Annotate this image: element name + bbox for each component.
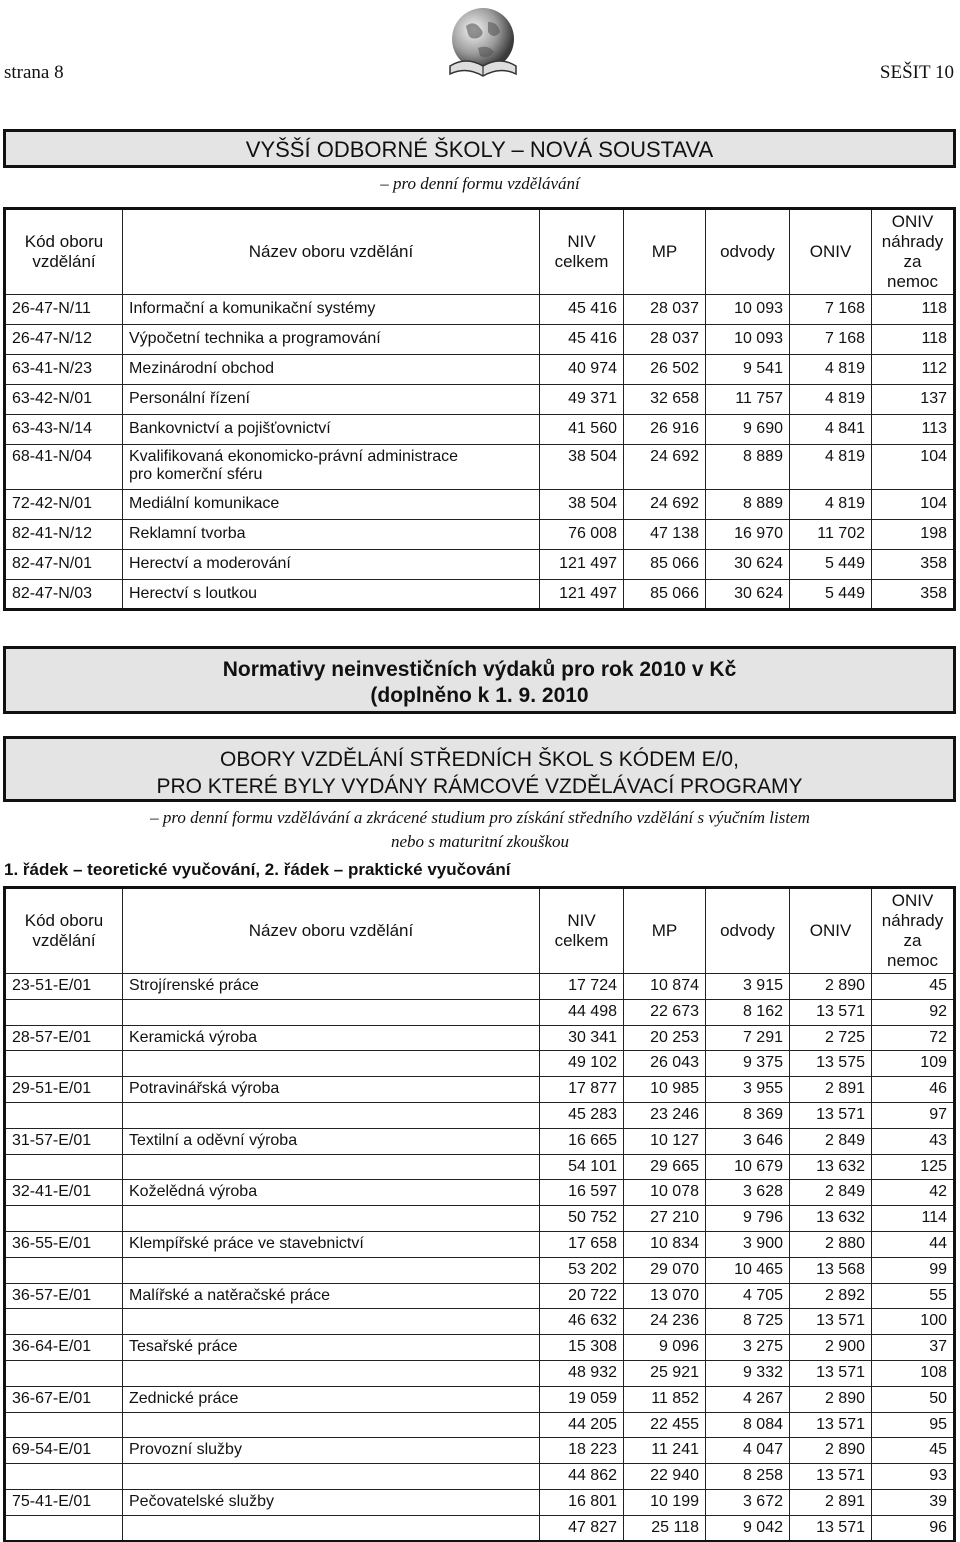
cell-odvody: 9 690 xyxy=(706,415,790,445)
cell-oniv: 5 449 xyxy=(790,580,872,610)
cell-oniv-nahrady: 72 xyxy=(872,1025,955,1051)
cell-oniv-nahrady: 37 xyxy=(872,1335,955,1361)
table-row xyxy=(5,580,955,610)
cell-niv: 53 202 xyxy=(540,1257,624,1283)
cell-name: Bankovnictví a pojišťovnictví xyxy=(123,415,540,445)
cell-name: Mezinárodní obchod xyxy=(123,355,540,385)
cell-oniv: 2 890 xyxy=(790,974,872,1000)
cell-mp: 28 037 xyxy=(624,295,706,325)
table-row xyxy=(5,295,955,325)
table-row xyxy=(5,1489,955,1515)
cell-niv: 16 801 xyxy=(540,1489,624,1515)
cell-code: 23-51-E/01 xyxy=(5,974,123,1000)
table-row xyxy=(5,1257,955,1283)
cell-mp: 25 118 xyxy=(624,1515,706,1541)
cell-name xyxy=(123,1360,540,1386)
cell-odvody: 3 646 xyxy=(706,1128,790,1154)
cell-odvody: 10 093 xyxy=(706,295,790,325)
cell-name: Výpočetní technika a programování xyxy=(123,325,540,355)
cell-oniv-nahrady: 99 xyxy=(872,1257,955,1283)
cell-niv: 18 223 xyxy=(540,1438,624,1464)
cell-niv: 121 497 xyxy=(540,580,624,610)
cell-code: 63-42-N/01 xyxy=(5,385,123,415)
cell-mp: 32 658 xyxy=(624,385,706,415)
cell-name: Herectví s loutkou xyxy=(123,580,540,610)
cell-oniv-nahrady: 95 xyxy=(872,1412,955,1438)
cell-mp: 10 874 xyxy=(624,974,706,1000)
cell-niv: 41 560 xyxy=(540,415,624,445)
cell-code: 36-55-E/01 xyxy=(5,1231,123,1257)
cell-odvody: 4 047 xyxy=(706,1438,790,1464)
cell-oniv: 2 900 xyxy=(790,1335,872,1361)
cell-niv: 20 722 xyxy=(540,1283,624,1309)
cell-code xyxy=(5,1360,123,1386)
cell-mp: 10 127 xyxy=(624,1128,706,1154)
cell-mp: 22 940 xyxy=(624,1464,706,1490)
vos-normative-table xyxy=(3,207,956,611)
cell-mp: 85 066 xyxy=(624,580,706,610)
cell-oniv: 13 632 xyxy=(790,1154,872,1180)
table-row xyxy=(5,415,955,445)
cell-code: 72-42-N/01 xyxy=(5,490,123,520)
cell-mp: 24 692 xyxy=(624,490,706,520)
cell-oniv: 7 168 xyxy=(790,295,872,325)
cell-name: Kvalifikovaná ekonomicko-právní administrace pro komerční sféru xyxy=(123,445,540,490)
cell-code: 75-41-E/01 xyxy=(5,1489,123,1515)
cell-odvody: 8 162 xyxy=(706,999,790,1025)
cell-name: Zednické práce xyxy=(123,1386,540,1412)
cell-mp: 10 078 xyxy=(624,1180,706,1206)
cell-name: Reklamní tvorba xyxy=(123,520,540,550)
cell-code: 69-54-E/01 xyxy=(5,1438,123,1464)
cell-mp: 24 692 xyxy=(624,445,706,490)
cell-niv: 76 008 xyxy=(540,520,624,550)
cell-oniv: 13 571 xyxy=(790,1360,872,1386)
cell-code xyxy=(5,1412,123,1438)
cell-mp: 11 852 xyxy=(624,1386,706,1412)
cell-oniv: 13 571 xyxy=(790,1464,872,1490)
cell-odvody: 30 624 xyxy=(706,580,790,610)
table-row xyxy=(5,1335,955,1361)
cell-mp: 25 921 xyxy=(624,1360,706,1386)
cell-code xyxy=(5,1051,123,1077)
table-row xyxy=(5,550,955,580)
cell-name: Malířské a natěračské práce xyxy=(123,1283,540,1309)
cell-odvody: 9 375 xyxy=(706,1051,790,1077)
table-row xyxy=(5,1283,955,1309)
cell-oniv-nahrady: 96 xyxy=(872,1515,955,1541)
cell-name: Potravinářská výroba xyxy=(123,1077,540,1103)
col-header-odvody: odvody xyxy=(706,888,790,974)
table-row xyxy=(5,1464,955,1490)
cell-odvody: 10 465 xyxy=(706,1257,790,1283)
cell-mp: 10 199 xyxy=(624,1489,706,1515)
section-subtitle-e0-line2: nebo s maturitní zkouškou xyxy=(390,832,570,851)
cell-niv: 16 665 xyxy=(540,1128,624,1154)
cell-name xyxy=(123,1154,540,1180)
cell-code xyxy=(5,1154,123,1180)
cell-oniv-nahrady: 137 xyxy=(872,385,955,415)
cell-mp: 22 455 xyxy=(624,1412,706,1438)
table-row xyxy=(5,520,955,550)
page-number: strana 8 xyxy=(4,62,64,83)
cell-niv: 45 416 xyxy=(540,295,624,325)
col-header-odvody: odvody xyxy=(706,209,790,295)
cell-odvody: 8 258 xyxy=(706,1464,790,1490)
table-row xyxy=(5,1386,955,1412)
cell-name xyxy=(123,1206,540,1232)
col-header-oniv-nahrady: ONIV náhrady za nemoc xyxy=(872,209,955,295)
cell-code: 36-64-E/01 xyxy=(5,1335,123,1361)
cell-odvody: 9 042 xyxy=(706,1515,790,1541)
cell-mp: 47 138 xyxy=(624,520,706,550)
col-header-mp: MP xyxy=(624,209,706,295)
cell-oniv-nahrady: 93 xyxy=(872,1464,955,1490)
section-title-e0-line1: OBORY VZDĚLÁNÍ STŘEDNÍCH ŠKOL S KÓDEM E/0, xyxy=(220,748,739,771)
cell-oniv-nahrady: 104 xyxy=(872,490,955,520)
cell-oniv: 13 571 xyxy=(790,1515,872,1541)
table-row xyxy=(5,445,955,490)
cell-niv: 46 632 xyxy=(540,1309,624,1335)
section-title-e0-line2: PRO KTERÉ BYLY VYDÁNY RÁMCOVÉ VZDĚLÁVACÍ PROGRAMY xyxy=(156,775,803,798)
cell-oniv: 2 891 xyxy=(790,1077,872,1103)
cell-oniv-nahrady: 358 xyxy=(872,550,955,580)
cell-code xyxy=(5,1309,123,1335)
cell-mp: 10 834 xyxy=(624,1231,706,1257)
cell-niv: 38 504 xyxy=(540,445,624,490)
cell-mp: 22 673 xyxy=(624,999,706,1025)
cell-odvody: 9 796 xyxy=(706,1206,790,1232)
table-row xyxy=(5,355,955,385)
cell-name: Provozní služby xyxy=(123,1438,540,1464)
cell-odvody: 8 369 xyxy=(706,1102,790,1128)
col-header-niv: NIV celkem xyxy=(540,209,624,295)
cell-oniv-nahrady: 114 xyxy=(872,1206,955,1232)
cell-oniv: 2 725 xyxy=(790,1025,872,1051)
cell-mp: 23 246 xyxy=(624,1102,706,1128)
cell-odvody: 9 332 xyxy=(706,1360,790,1386)
cell-mp: 24 236 xyxy=(624,1309,706,1335)
cell-code xyxy=(5,1515,123,1541)
cell-mp: 26 502 xyxy=(624,355,706,385)
table-row xyxy=(5,1180,955,1206)
cell-mp: 27 210 xyxy=(624,1206,706,1232)
cell-code xyxy=(5,1464,123,1490)
cell-niv: 45 283 xyxy=(540,1102,624,1128)
cell-code: 31-57-E/01 xyxy=(5,1128,123,1154)
table-row xyxy=(5,1360,955,1386)
cell-code: 36-67-E/01 xyxy=(5,1386,123,1412)
cell-odvody: 3 275 xyxy=(706,1335,790,1361)
table-row xyxy=(5,1154,955,1180)
col-header-oniv: ONIV xyxy=(790,888,872,974)
col-header-name: Název oboru vzdělání xyxy=(123,888,540,974)
cell-odvody: 8 889 xyxy=(706,490,790,520)
section-title-vos: VYŠŠÍ ODBORNÉ ŠKOLY – NOVÁ SOUSTAVA xyxy=(3,129,956,168)
cell-name: Klempířské práce ve stavebnictví xyxy=(123,1231,540,1257)
table-row xyxy=(5,1051,955,1077)
cell-niv: 44 862 xyxy=(540,1464,624,1490)
cell-code: 36-57-E/01 xyxy=(5,1283,123,1309)
cell-oniv: 5 449 xyxy=(790,550,872,580)
cell-oniv: 4 819 xyxy=(790,445,872,490)
cell-niv: 17 877 xyxy=(540,1077,624,1103)
cell-oniv: 2 892 xyxy=(790,1283,872,1309)
cell-oniv-nahrady: 44 xyxy=(872,1231,955,1257)
col-header-name: Název oboru vzdělání xyxy=(123,209,540,295)
section-title-e0 xyxy=(3,736,956,802)
cell-niv: 45 416 xyxy=(540,325,624,355)
table-row xyxy=(5,1102,955,1128)
cell-oniv-nahrady: 358 xyxy=(872,580,955,610)
cell-code xyxy=(5,1257,123,1283)
cell-oniv: 13 575 xyxy=(790,1051,872,1077)
cell-name xyxy=(123,999,540,1025)
cell-code: 82-47-N/03 xyxy=(5,580,123,610)
cell-name xyxy=(123,1464,540,1490)
cell-code: 26-47-N/11 xyxy=(5,295,123,325)
cell-oniv: 4 819 xyxy=(790,490,872,520)
cell-niv: 44 205 xyxy=(540,1412,624,1438)
cell-code: 29-51-E/01 xyxy=(5,1077,123,1103)
normativy-title: Normativy neinvestičních výdaků pro rok 2010 v Kč xyxy=(222,658,737,681)
row-info-note: 1. řádek – teoretické vyučování, 2. řádek – praktické vyučování xyxy=(4,860,511,879)
cell-odvody: 3 900 xyxy=(706,1231,790,1257)
cell-name: Koželědná výroba xyxy=(123,1180,540,1206)
cell-oniv-nahrady: 55 xyxy=(872,1283,955,1309)
cell-code: 82-47-N/01 xyxy=(5,550,123,580)
cell-code: 68-41-N/04 xyxy=(5,445,123,490)
table-row xyxy=(5,974,955,1000)
cell-code xyxy=(5,1206,123,1232)
cell-oniv: 4 819 xyxy=(790,355,872,385)
cell-odvody: 3 955 xyxy=(706,1077,790,1103)
table-row xyxy=(5,490,955,520)
cell-mp: 29 070 xyxy=(624,1257,706,1283)
col-header-niv: NIV celkem xyxy=(540,888,624,974)
cell-oniv: 2 890 xyxy=(790,1386,872,1412)
cell-mp: 26 916 xyxy=(624,415,706,445)
cell-odvody: 9 541 xyxy=(706,355,790,385)
cell-niv: 30 341 xyxy=(540,1025,624,1051)
cell-oniv: 2 849 xyxy=(790,1128,872,1154)
cell-mp: 28 037 xyxy=(624,325,706,355)
cell-oniv-nahrady: 45 xyxy=(872,974,955,1000)
cell-oniv-nahrady: 112 xyxy=(872,355,955,385)
cell-name: Mediální komunikace xyxy=(123,490,540,520)
cell-niv: 49 371 xyxy=(540,385,624,415)
cell-odvody: 3 915 xyxy=(706,974,790,1000)
table-row xyxy=(5,1309,955,1335)
table-row xyxy=(5,1206,955,1232)
cell-oniv-nahrady: 109 xyxy=(872,1051,955,1077)
cell-oniv: 13 571 xyxy=(790,1412,872,1438)
section-subtitle-e0 xyxy=(0,806,960,854)
cell-niv: 15 308 xyxy=(540,1335,624,1361)
cell-odvody: 8 084 xyxy=(706,1412,790,1438)
cell-oniv-nahrady: 113 xyxy=(872,415,955,445)
table-row xyxy=(5,1515,955,1541)
cell-oniv-nahrady: 97 xyxy=(872,1102,955,1128)
cell-name: Pečovatelské služby xyxy=(123,1489,540,1515)
cell-oniv: 2 880 xyxy=(790,1231,872,1257)
cell-oniv: 4 841 xyxy=(790,415,872,445)
cell-niv: 44 498 xyxy=(540,999,624,1025)
cell-name xyxy=(123,1051,540,1077)
cell-oniv: 13 568 xyxy=(790,1257,872,1283)
cell-name: Keramická výroba xyxy=(123,1025,540,1051)
section-subtitle-vos: – pro denní formu vzdělávání xyxy=(380,174,580,193)
globe-book-icon xyxy=(438,4,528,84)
cell-name xyxy=(123,1102,540,1128)
cell-oniv-nahrady: 198 xyxy=(872,520,955,550)
cell-code: 28-57-E/01 xyxy=(5,1025,123,1051)
cell-name: Textilní a oděvní výroba xyxy=(123,1128,540,1154)
cell-niv: 50 752 xyxy=(540,1206,624,1232)
cell-code: 26-47-N/12 xyxy=(5,325,123,355)
cell-niv: 121 497 xyxy=(540,550,624,580)
cell-name: Strojírenské práce xyxy=(123,974,540,1000)
cell-oniv-nahrady: 92 xyxy=(872,999,955,1025)
cell-oniv-nahrady: 118 xyxy=(872,295,955,325)
cell-oniv: 7 168 xyxy=(790,325,872,355)
cell-odvody: 11 757 xyxy=(706,385,790,415)
cell-name xyxy=(123,1257,540,1283)
cell-name: Personální řízení xyxy=(123,385,540,415)
cell-oniv: 2 890 xyxy=(790,1438,872,1464)
cell-niv: 48 932 xyxy=(540,1360,624,1386)
cell-niv: 38 504 xyxy=(540,490,624,520)
table-row xyxy=(5,1025,955,1051)
table-row xyxy=(5,1077,955,1103)
cell-oniv-nahrady: 108 xyxy=(872,1360,955,1386)
cell-oniv-nahrady: 100 xyxy=(872,1309,955,1335)
col-header-oniv: ONIV xyxy=(790,209,872,295)
table-row xyxy=(5,1412,955,1438)
cell-code: 82-41-N/12 xyxy=(5,520,123,550)
cell-oniv-nahrady: 50 xyxy=(872,1386,955,1412)
cell-odvody: 8 889 xyxy=(706,445,790,490)
cell-name: Herectví a moderování xyxy=(123,550,540,580)
e0-normative-table xyxy=(3,886,956,1542)
cell-oniv: 13 571 xyxy=(790,1102,872,1128)
cell-oniv: 13 632 xyxy=(790,1206,872,1232)
cell-mp: 85 066 xyxy=(624,550,706,580)
cell-odvody: 7 291 xyxy=(706,1025,790,1051)
cell-odvody: 16 970 xyxy=(706,520,790,550)
cell-odvody: 4 705 xyxy=(706,1283,790,1309)
cell-name xyxy=(123,1515,540,1541)
cell-mp: 20 253 xyxy=(624,1025,706,1051)
cell-code xyxy=(5,999,123,1025)
cell-oniv-nahrady: 43 xyxy=(872,1128,955,1154)
cell-mp: 26 043 xyxy=(624,1051,706,1077)
normativy-banner xyxy=(3,646,956,714)
cell-mp: 29 665 xyxy=(624,1154,706,1180)
cell-code xyxy=(5,1102,123,1128)
cell-mp: 10 985 xyxy=(624,1077,706,1103)
issue-label: SEŠIT 10 xyxy=(879,62,954,83)
cell-name: Tesařské práce xyxy=(123,1335,540,1361)
table-row xyxy=(5,385,955,415)
cell-oniv: 13 571 xyxy=(790,999,872,1025)
cell-oniv: 2 891 xyxy=(790,1489,872,1515)
cell-niv: 47 827 xyxy=(540,1515,624,1541)
cell-odvody: 10 679 xyxy=(706,1154,790,1180)
cell-niv: 17 658 xyxy=(540,1231,624,1257)
col-header-code: Kód oboru vzdělání xyxy=(5,888,123,974)
cell-oniv: 11 702 xyxy=(790,520,872,550)
col-header-code: Kód oboru vzdělání xyxy=(5,209,123,295)
cell-mp: 9 096 xyxy=(624,1335,706,1361)
section-subtitle-e0-line1: – pro denní formu vzdělávání a zkrácené studium pro získání středního vzdělání s výučním listem xyxy=(150,808,810,827)
normativy-date: (doplněno k 1. 9. 2010 xyxy=(370,684,589,707)
cell-code: 63-43-N/14 xyxy=(5,415,123,445)
table-row xyxy=(5,1231,955,1257)
table-row xyxy=(5,325,955,355)
cell-mp: 11 241 xyxy=(624,1438,706,1464)
cell-niv: 54 101 xyxy=(540,1154,624,1180)
cell-oniv-nahrady: 39 xyxy=(872,1489,955,1515)
cell-odvody: 10 093 xyxy=(706,325,790,355)
cell-name xyxy=(123,1309,540,1335)
table-row xyxy=(5,1128,955,1154)
cell-oniv: 4 819 xyxy=(790,385,872,415)
cell-odvody: 4 267 xyxy=(706,1386,790,1412)
cell-odvody: 3 672 xyxy=(706,1489,790,1515)
cell-code: 63-41-N/23 xyxy=(5,355,123,385)
cell-odvody: 3 628 xyxy=(706,1180,790,1206)
cell-niv: 40 974 xyxy=(540,355,624,385)
cell-odvody: 30 624 xyxy=(706,550,790,580)
cell-name: Informační a komunikační systémy xyxy=(123,295,540,325)
cell-oniv-nahrady: 46 xyxy=(872,1077,955,1103)
col-header-mp: MP xyxy=(624,888,706,974)
cell-niv: 17 724 xyxy=(540,974,624,1000)
cell-odvody: 8 725 xyxy=(706,1309,790,1335)
table-row xyxy=(5,999,955,1025)
cell-oniv-nahrady: 45 xyxy=(872,1438,955,1464)
cell-oniv-nahrady: 125 xyxy=(872,1154,955,1180)
col-header-oniv-nahrady: ONIV náhrady za nemoc xyxy=(872,888,955,974)
table-row xyxy=(5,1438,955,1464)
cell-code: 32-41-E/01 xyxy=(5,1180,123,1206)
cell-niv: 16 597 xyxy=(540,1180,624,1206)
cell-oniv-nahrady: 104 xyxy=(872,445,955,490)
cell-oniv-nahrady: 118 xyxy=(872,325,955,355)
cell-oniv: 13 571 xyxy=(790,1309,872,1335)
cell-niv: 49 102 xyxy=(540,1051,624,1077)
cell-name xyxy=(123,1412,540,1438)
cell-oniv: 2 849 xyxy=(790,1180,872,1206)
cell-niv: 19 059 xyxy=(540,1386,624,1412)
cell-mp: 13 070 xyxy=(624,1283,706,1309)
cell-oniv-nahrady: 42 xyxy=(872,1180,955,1206)
